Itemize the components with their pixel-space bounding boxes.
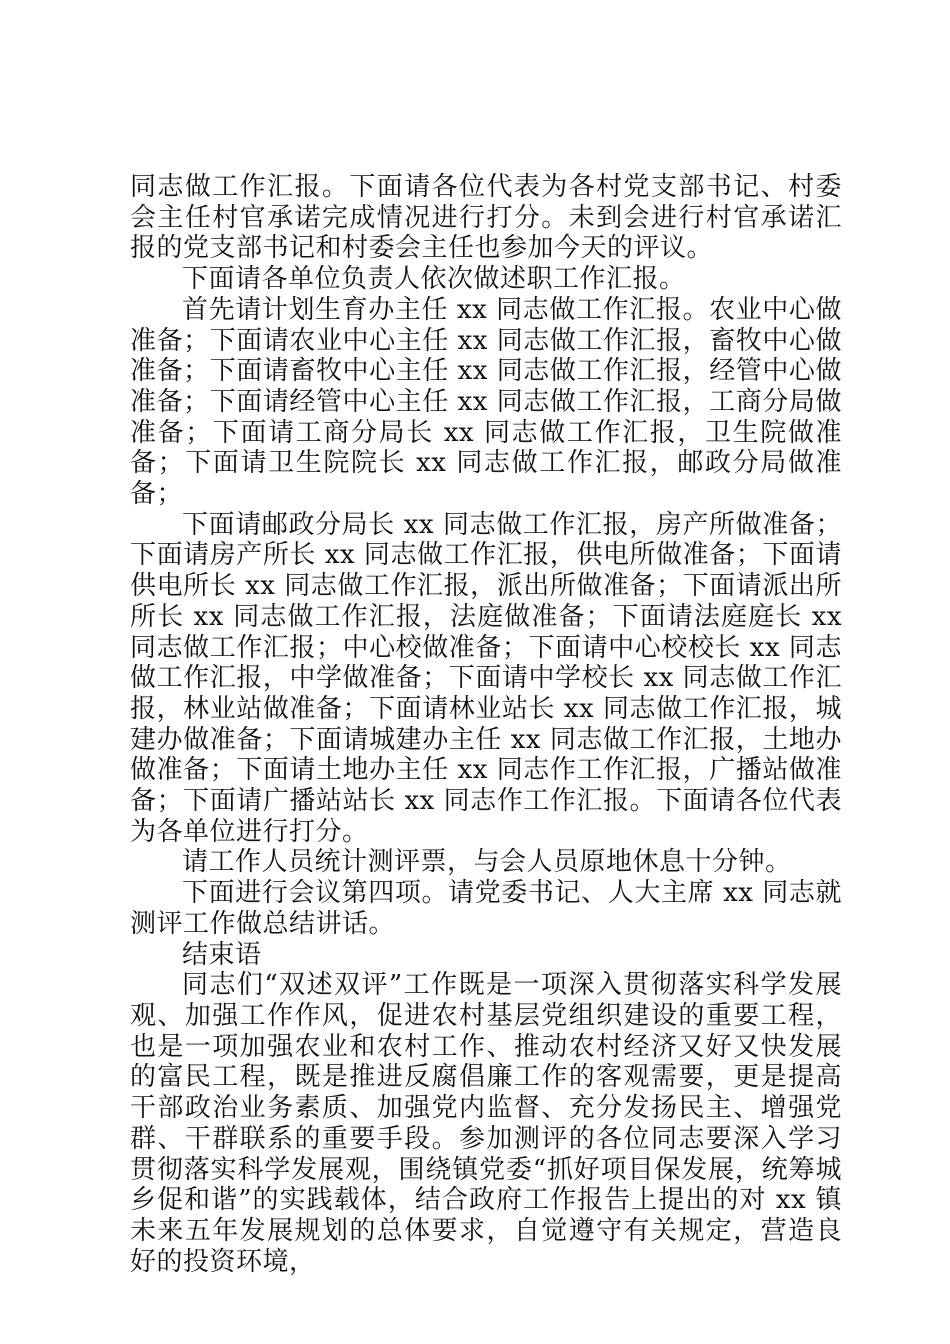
paragraph-8: 同志们“双述双评”工作既是一项深入贯彻落实科学发展观、加强工作作风，促进农村基层党组织建设的重要工程，也是一项加强农业和农村工作、推动农村经济又好又快发展的富民工程，既是推进反腐倡廉工作的客观需要，更是提高干部政治业务素质、加强党内监督、充分发扬民主、增强党群、干群联系的重要手段。参加测评的各位同志要深入学习贯彻落实科学发展观，围绕镇党委“抓好项目保发展，统筹城乡促和谐”的实践载体，结合政府工作报告上提出的对 xx 镇未来五年发展规划的总体要求，自觉遵守有关规定，营造良好的投资环境， (130, 970, 842, 1277)
paragraph-2: 下面请各单位负责人依次做述职工作汇报。 (182, 264, 686, 295)
paragraph-4: 下面请邮政分局长 xx 同志做工作汇报，房产所做准备；下面请房产所长 xx 同志做工作汇报，供电所做准备；下面请供电所长 xx 同志做工作汇报，派出所做准备；下面请派出所所长 xx 同志做工作汇报，法庭做准备；下面请法庭庭长 xx 同志做工作汇报；中心校做准备；下面请中心校校长 xx 同志做工作汇报，中学做准备；下面请中学校长 xx 同志做工作汇报，林业站做准备；下面请林业站长 xx 同志做工作汇报，城建办做准备；下面请城建办主任 xx 同志做工作汇报，土地办做准备；下面请土地办主任 xx 同志作工作汇报，广播站做准备；下面请广播站站长 xx 同志作工作汇报。下面请各位代表为各单位进行打分。 (130, 509, 842, 847)
paragraph-3: 首先请计划生育办主任 xx 同志做工作汇报。农业中心做准备；下面请农业中心主任 xx 同志做工作汇报，畜牧中心做准备；下面请畜牧中心主任 xx 同志做工作汇报，经管中心做准备；下面请经管中心主任 xx 同志做工作汇报，工商分局做准备；下面请工商分局长 xx 同志做工作汇报，卫生院做准备；下面请卫生院院长 xx 同志做工作汇报，邮政分局做准备； (130, 294, 842, 510)
section-heading-closing: 结束语 (182, 939, 262, 970)
paragraph-6: 下面进行会议第四项。请党委书记、人大主席 xx 同志就测评工作做总结讲话。 (130, 878, 842, 939)
document-body (130, 172, 842, 1277)
paragraph-1: 同志做工作汇报。下面请各位代表为各村党支部书记、村委会主任村官承诺完成情况进行打分。未到会进行村官承诺汇报的党支部书记和村委会主任也参加今天的评议。 (130, 172, 842, 264)
paragraph-5: 请工作人员统计测评票，与会人员原地休息十分钟。 (182, 847, 792, 878)
